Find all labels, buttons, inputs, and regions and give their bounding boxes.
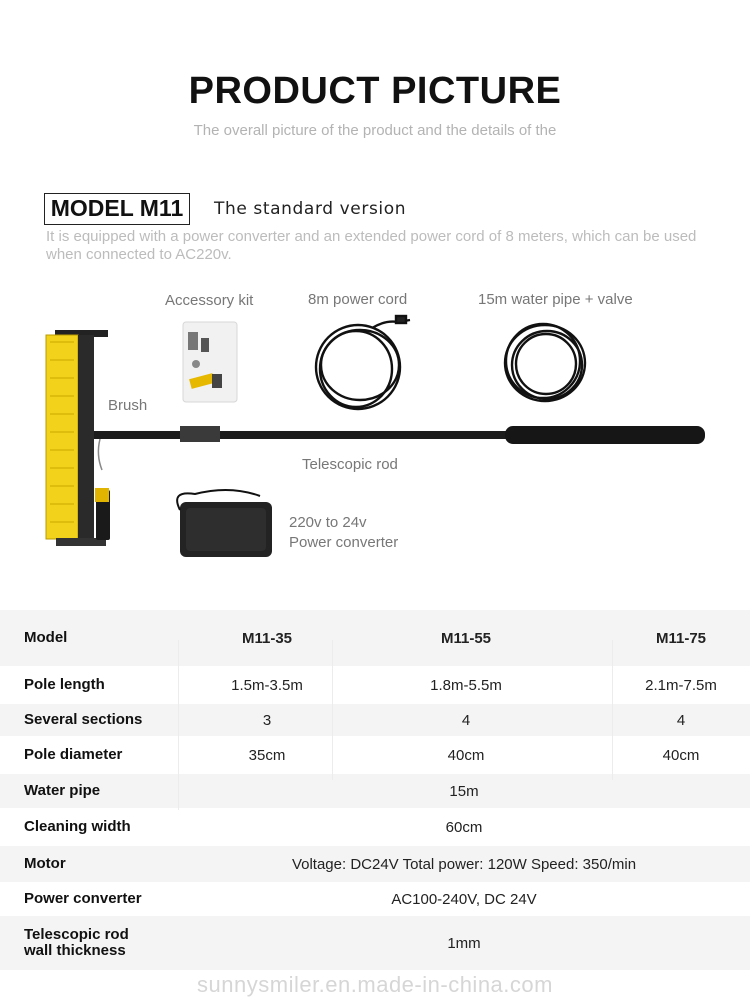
cell-value: 4	[676, 711, 686, 729]
table-col-m11-35: M11-35	[241, 629, 293, 647]
column-divider	[178, 640, 179, 810]
brush-label: Brush	[108, 397, 148, 414]
power-cord-image	[316, 316, 410, 409]
cell-value: 1mm	[447, 934, 481, 952]
accessory-kit-image	[183, 322, 237, 402]
telescopic-rod-image	[94, 426, 705, 470]
table-row	[0, 846, 750, 882]
row-label	[24, 916, 129, 970]
table-col-m11-55: M11-55	[440, 629, 492, 647]
cell-value: 2.1m-7.5m	[645, 676, 717, 694]
spec-table	[0, 610, 750, 970]
row-label: Pole diameter	[24, 746, 123, 763]
row-label: Cleaning width	[24, 818, 131, 835]
cell-value: 40cm	[447, 746, 485, 764]
page-title: PRODUCT PICTURE	[188, 70, 562, 112]
row-label: Several sections	[24, 711, 143, 728]
watermark: sunnysmiler.en.made-in-china.com	[197, 972, 553, 997]
table-row	[0, 882, 750, 916]
table-row	[0, 808, 750, 846]
model-description: It is equipped with a power converter and an extended power cord of 8 meters, which can be used when connected to AC220v.	[46, 228, 697, 263]
water-pipe-image	[505, 324, 585, 401]
row-label: Pole length	[24, 676, 105, 693]
power-converter-image	[177, 490, 272, 557]
water-pipe-label: 15m water pipe + valve	[478, 291, 633, 308]
row-label-line1: Telescopic rod	[24, 926, 129, 943]
cell-value: 35cm	[248, 746, 286, 764]
table-header-label: Model	[24, 629, 68, 646]
cell-value: 1.5m-3.5m	[231, 676, 303, 694]
cell-value: 3	[262, 711, 272, 729]
cell-value: 1.8m-5.5m	[430, 676, 502, 694]
table-header-row	[0, 610, 750, 666]
row-label-line2: wall thickness	[24, 942, 126, 959]
cell-value: AC100-240V, DC 24V	[391, 890, 537, 908]
converter-label-line2: Power converter	[289, 534, 399, 551]
column-divider	[332, 640, 333, 780]
product-illustration	[0, 280, 750, 570]
converter-label-line1: 220v to 24v	[289, 514, 367, 531]
row-label: Motor	[24, 855, 66, 872]
table-row	[0, 736, 750, 774]
row-label: Water pipe	[24, 782, 101, 799]
model-name-box: MODEL M11	[44, 193, 190, 225]
row-label: Power converter	[24, 890, 142, 907]
power-cord-label: 8m power cord	[308, 291, 408, 308]
telescopic-rod-label: Telescopic rod	[302, 456, 398, 473]
table-row	[0, 916, 750, 970]
accessory-kit-label: Accessory kit	[165, 292, 254, 309]
page-subtitle: The overall picture of the product and the details of the	[193, 122, 557, 139]
table-row	[0, 666, 750, 704]
cell-value: 15m	[449, 782, 479, 800]
table-row	[0, 774, 750, 808]
cell-value: 40cm	[662, 746, 700, 764]
cell-value: Voltage: DC24V Total power: 120W Speed: 350/min	[291, 855, 637, 873]
column-divider	[612, 640, 613, 780]
model-version: The standard version	[214, 199, 407, 219]
cell-value: 4	[461, 711, 471, 729]
table-col-m11-75: M11-75	[655, 629, 707, 647]
cell-value: 60cm	[445, 818, 483, 836]
table-row	[0, 704, 750, 736]
